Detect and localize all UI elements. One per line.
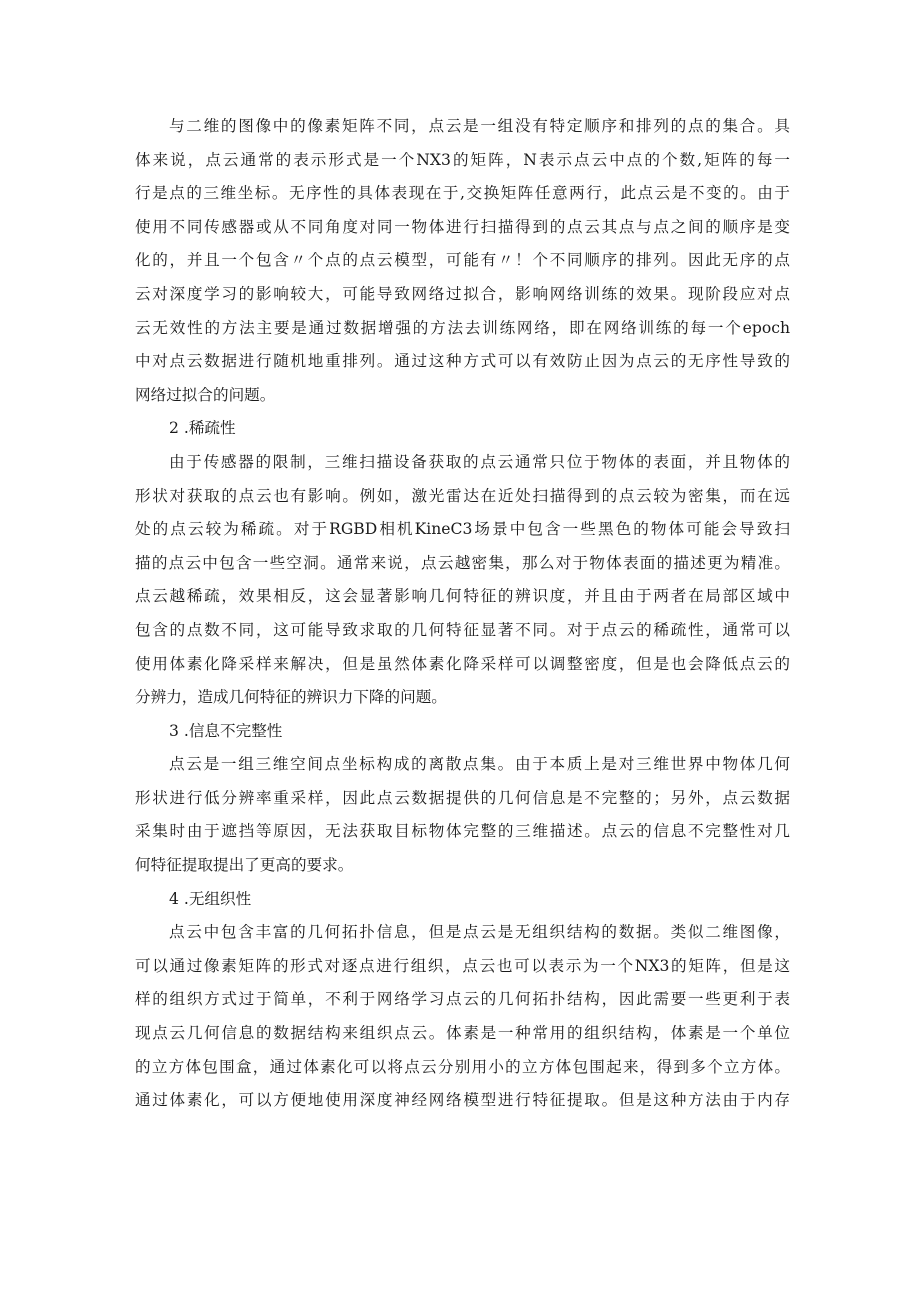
text-line: 网络过拟合的问题。: [135, 385, 276, 404]
text-line: 点云是一组三维空间点坐标构成的离散点集。由于本质上是对三维世界中物体几何: [169, 755, 790, 774]
paragraph: [135, 110, 790, 412]
section-heading: 2 .稀疏性: [169, 419, 236, 438]
text-line: 描的点云中包含一些空洞。通常来说，点云越密集，那么对于物体表面的描述更为精准。: [135, 553, 790, 572]
text-line: 中对点云数据进行随机地重排列。通过这种方式可以有效防止因为点云的无序性导致的: [135, 352, 790, 371]
text-line: 何特征提取提出了更高的要求。: [135, 856, 354, 875]
text-line: 样的组织方式过于简单，不利于网络学习点云的几何拓扑结构，因此需要一些更利于表: [135, 990, 790, 1009]
text-line: 云无效性的方法主要是通过数据增强的方法去训练网络，即在网络训练的每一个epoch: [135, 318, 790, 337]
section-heading: 3 .信息不完整性: [169, 721, 283, 740]
text-line: 化的，并且一个包含〃个点的点云模型，可能有〃！个不同顺序的排列。因此无序的点: [135, 251, 790, 270]
document-page: [135, 110, 790, 1118]
paragraph: [135, 916, 790, 1118]
text-line: 通过体素化，可以方便地使用深度神经网络模型进行特征提取。但是这种方法由于内存: [135, 1091, 790, 1110]
text-line: 形状对获取的点云也有影响。例如，激光雷达在近处扫描得到的点云较为密集，而在远: [135, 486, 790, 505]
paragraph: [135, 748, 790, 882]
section-heading: 4 .无组织性: [169, 889, 252, 908]
text-line: 分辨力，造成几何特征的辨识力下降的问题。: [135, 688, 447, 707]
text-line: 使用不同传感器或从不同角度对同一物体进行扫描得到的点云其点与点之间的顺序是变: [135, 217, 790, 236]
paragraph: [135, 446, 790, 715]
text-line: 形状进行低分辨率重采样，因此点云数据提供的几何信息是不完整的；另外，点云数据: [135, 788, 790, 807]
text-line: 使用体素化降采样来解决，但是虽然体素化降采样可以调整密度，但是也会降低点云的: [135, 654, 790, 673]
text-line: 点云越稀疏，效果相反，这会显著影响几何特征的辨识度，并且由于两者在局部区域中: [135, 587, 790, 606]
text-line: 处的点云较为稀疏。对于RGBD相机KineC3场景中包含一些黑色的物体可能会导致扫: [135, 520, 790, 539]
text-line: 可以通过像素矩阵的形式对逐点进行组织，点云也可以表示为一个NX3的矩阵，但是这: [135, 956, 790, 975]
text-line: 与二维的图像中的像素矩阵不同，点云是一组没有特定顺序和排列的点的集合。具: [169, 117, 790, 135]
text-line: 云对深度学习的影响较大，可能导致网络过拟合，影响网络训练的效果。现阶段应对点: [135, 284, 790, 303]
text-line: 的立方体包围盒，通过体素化可以将点云分别用小的立方体包围起来，得到多个立方体。: [135, 1057, 790, 1076]
text-line: 采集时由于遮挡等原因，无法获取目标物体完整的三维描述。点云的信息不完整性对几: [135, 822, 790, 841]
text-line: 包含的点数不同，这可能导致求取的几何特征显著不同。对于点云的稀疏性，通常可以: [135, 620, 790, 639]
text-line: 现点云几何信息的数据结构来组织点云。体素是一种常用的组织结构，体素是一个单位: [135, 1024, 790, 1043]
text-line: 行是点的三维坐标。无序性的具体表现在于,交换矩阵任意两行，此点云是不变的。由于: [135, 184, 790, 203]
text-line: 点云中包含丰富的几何拓扑信息，但是点云是无组织结构的数据。类似二维图像，: [169, 923, 790, 942]
text-line: 体来说，点云通常的表示形式是一个NX3的矩阵，N表示点云中点的个数,矩阵的每一: [135, 150, 790, 169]
text-line: 由于传感器的限制，三维扫描设备获取的点云通常只位于物体的表面，并且物体的: [169, 452, 790, 471]
